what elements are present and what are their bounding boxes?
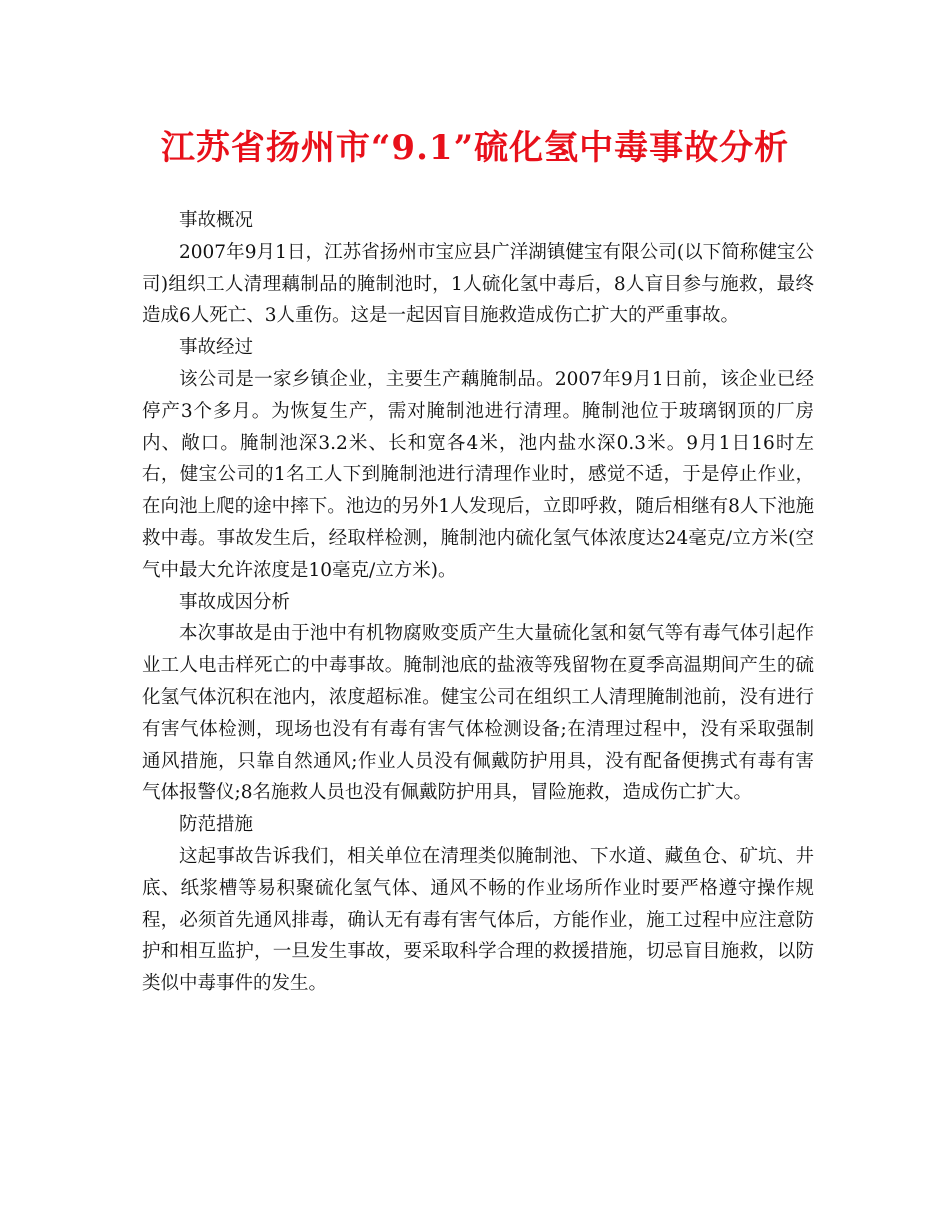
section-heading-process: 事故经过 — [179, 337, 254, 359]
section-body-overview: 2007年9月1日，江苏省扬州市宝应县广洋湖镇健宝有限公司(以下简称健宝公司)组织工人清理藕制品的腌制池时，1人硫化氢中毒后，8人盲目参与施救，最终造成6人死亡、3人重伤。这是一起因盲目施救造成伤亡扩大的严重事故。 — [142, 241, 814, 327]
document-title: 江苏省扬州市“9.1”硫化氢中毒事故分析 — [160, 128, 790, 168]
section-heading-prevention: 防范措施 — [179, 814, 254, 836]
section-body-prevention: 这起事故告诉我们，相关单位在清理类似腌制池、下水道、藏鱼仓、矿坑、井底、纸浆槽等易积聚硫化氢气体、通风不畅的作业场所作业时要严格遵守操作规程，必须首先通风排毒，确认无有毒有害气体后，方能作业，施工过程中应注意防护和相互监护，一旦发生事故，要采取科学合理的救援措施，切忌盲目施救，以防类似中毒事件的发生。 — [142, 845, 814, 995]
section-body-cause-analysis: 本次事故是由于池中有机物腐败变质产生大量硫化氢和氨气等有毒气体引起作业工人电击样死亡的中毒事故。腌制池底的盐液等残留物在夏季高温期间产生的硫化氢气体沉积在池内，浓度超标准。健宝公司在组织工人清理腌制池前，没有进行有害气体检测，现场也没有有毒有害气体检测设备;在清理过程中，没有采取强制通风措施，只靠自然通风;作业人员没有佩戴防护用具，没有配备便携式有毒有害气体报警仪;8名施救人员也没有佩戴防护用具，冒险施救，造成伤亡扩大。 — [142, 623, 814, 804]
section-body-process: 该公司是一家乡镇企业，主要生产藕腌制品。2007年9月1日前，该企业已经停产3个多月。为恢复生产，需对腌制池进行清理。腌制池位于玻璃钢顶的厂房内、敞口。腌制池深3.2米、长和宽各4米，池内盐水深0.3米。9月1日16时左右，健宝公司的1名工人下到腌制池进行清理作业时，感觉不适，于是停止作业，在向池上爬的途中摔下。池边的另外1人发现后，立即呼救，随后相继有8人下池施救中毒。事故发生后，经取样检测，腌制池内硫化氢气体浓度达24毫克/立方米(空气中最大允许浓度是10毫克/立方米)。 — [142, 368, 814, 581]
document-body — [142, 205, 814, 1000]
section-heading-cause-analysis: 事故成因分析 — [179, 591, 291, 613]
section-heading-overview: 事故概况 — [179, 210, 254, 231]
